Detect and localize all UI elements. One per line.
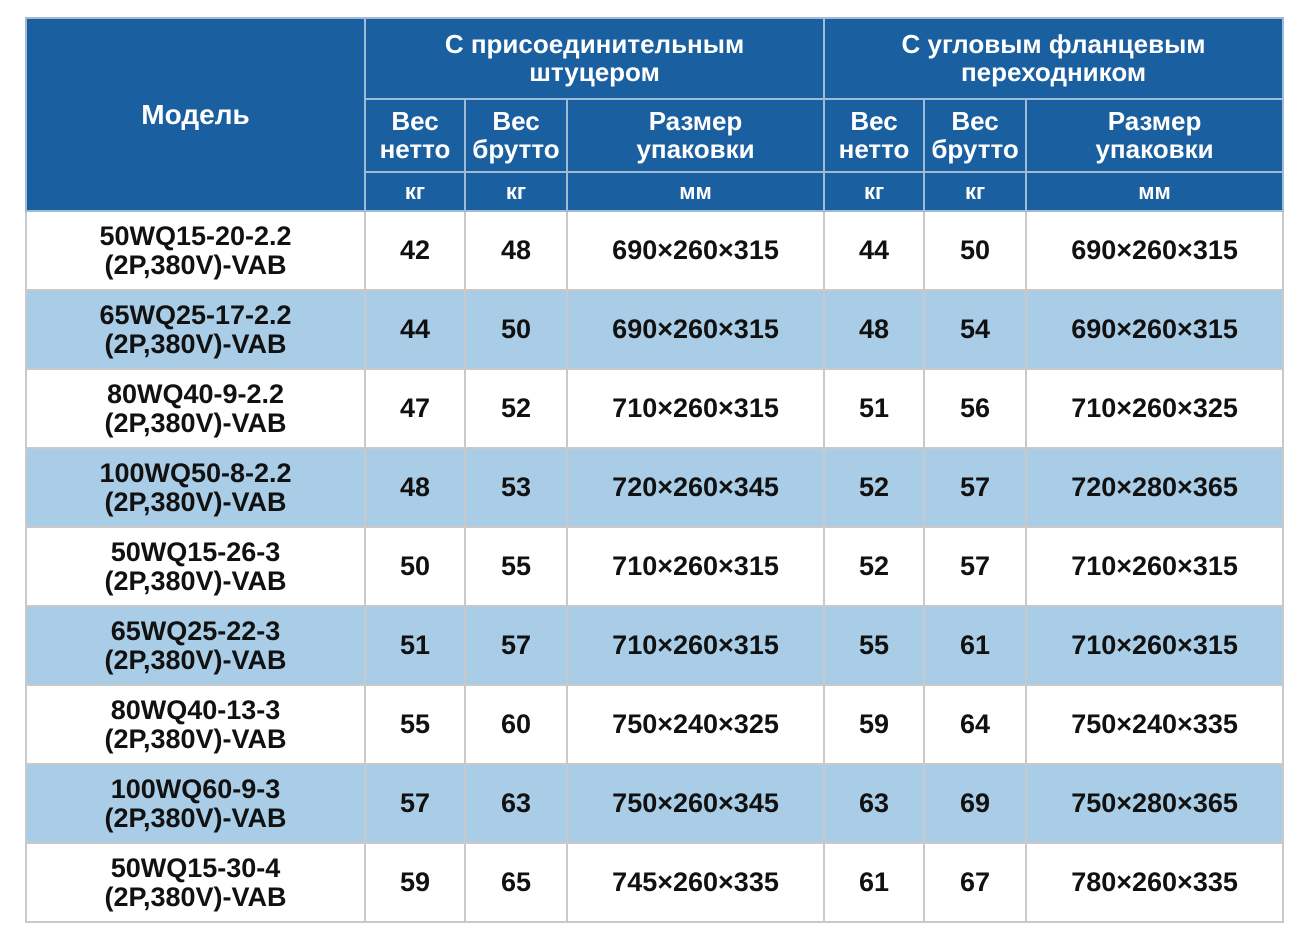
model-line: (2P,380V)-VAB (104, 328, 287, 359)
net-weight-2-cell: 52 (824, 527, 924, 606)
net-weight-2-cell: 63 (824, 764, 924, 843)
gross-weight-2-cell: 57 (924, 527, 1026, 606)
gross-weight-1-cell: 60 (465, 685, 567, 764)
group-header-flange-line1: С угловым фланцевым (901, 29, 1206, 60)
table-row (26, 290, 1283, 369)
net-weight-1-cell: 44 (365, 290, 465, 369)
unit-kg-net-1: кг (365, 172, 465, 211)
model-line: (2P,380V)-VAB (104, 644, 287, 675)
gross-weight-2-cell: 64 (924, 685, 1026, 764)
gross-weight-2-cell: 69 (924, 764, 1026, 843)
group-header-flange-line2: переходником (960, 56, 1147, 87)
package-size-2-cell: 710×260×315 (1026, 527, 1283, 606)
group-header-fitting (365, 18, 824, 99)
model-line: (2P,380V)-VAB (104, 723, 287, 754)
group-header-fitting-line1: С присоединительным (444, 29, 745, 60)
package-size-1-cell: 750×240×325 (567, 685, 824, 764)
model-line: 65WQ25-17-2.2 (99, 300, 292, 331)
net-weight-1-cell: 55 (365, 685, 465, 764)
unit-mm-size-2: мм (1026, 172, 1283, 211)
table-row (26, 211, 1283, 290)
net-weight-header-1: Вес нетто (365, 99, 465, 172)
model-cell (26, 843, 365, 922)
gross-weight-1-cell: 55 (465, 527, 567, 606)
gross-weight-1-cell: 63 (465, 764, 567, 843)
table-row (26, 448, 1283, 527)
net-weight-2-cell: 55 (824, 606, 924, 685)
package-size-2-cell: 710×260×315 (1026, 606, 1283, 685)
group-header-fitting-line2: штуцером (529, 56, 660, 87)
model-line: 65WQ25-22-3 (110, 616, 281, 647)
model-cell (26, 448, 365, 527)
package-size-2-cell: 750×280×365 (1026, 764, 1283, 843)
package-size-2-cell: 690×260×315 (1026, 211, 1283, 290)
model-line: (2P,380V)-VAB (104, 881, 287, 912)
table-row (26, 843, 1283, 922)
model-cell (26, 211, 365, 290)
net-weight-2-cell: 48 (824, 290, 924, 369)
package-size-1-cell: 745×260×335 (567, 843, 824, 922)
gross-weight-1-cell: 57 (465, 606, 567, 685)
model-cell (26, 606, 365, 685)
gross-weight-2-cell: 56 (924, 369, 1026, 448)
model-line: (2P,380V)-VAB (104, 407, 287, 438)
package-size-header-1: Размер упаковки (567, 99, 824, 172)
package-size-1-cell: 710×260×315 (567, 606, 824, 685)
model-line: 50WQ15-30-4 (110, 853, 281, 884)
net-weight-2-cell: 61 (824, 843, 924, 922)
net-weight-2-cell: 51 (824, 369, 924, 448)
unit-kg-gross-2: кг (924, 172, 1026, 211)
net-weight-1-cell: 48 (365, 448, 465, 527)
model-cell (26, 369, 365, 448)
gross-weight-1-cell: 53 (465, 448, 567, 527)
model-line: 100WQ60-9-3 (110, 774, 281, 805)
net-weight-1-cell: 51 (365, 606, 465, 685)
gross-weight-2-cell: 50 (924, 211, 1026, 290)
net-weight-1-cell: 57 (365, 764, 465, 843)
gross-weight-2-cell: 67 (924, 843, 1026, 922)
model-line: 50WQ15-20-2.2 (99, 221, 292, 252)
model-cell (26, 527, 365, 606)
table-row (26, 606, 1283, 685)
package-size-1-cell: 720×260×345 (567, 448, 824, 527)
model-column-header: Модель (26, 18, 365, 211)
model-cell (26, 290, 365, 369)
net-weight-1-cell: 47 (365, 369, 465, 448)
gross-weight-1-cell: 65 (465, 843, 567, 922)
unit-kg-gross-1: кг (465, 172, 567, 211)
package-size-1-cell: 710×260×315 (567, 527, 824, 606)
net-weight-1-cell: 50 (365, 527, 465, 606)
net-weight-1-cell: 42 (365, 211, 465, 290)
unit-kg-net-2: кг (824, 172, 924, 211)
gross-weight-1-cell: 50 (465, 290, 567, 369)
model-line: (2P,380V)-VAB (104, 249, 287, 280)
gross-weight-1-cell: 48 (465, 211, 567, 290)
model-line: (2P,380V)-VAB (104, 802, 287, 833)
table-row (26, 764, 1283, 843)
model-line: (2P,380V)-VAB (104, 486, 287, 517)
table-row (26, 685, 1283, 764)
package-size-2-cell: 780×260×335 (1026, 843, 1283, 922)
model-cell (26, 685, 365, 764)
net-weight-2-cell: 44 (824, 211, 924, 290)
unit-mm-size-1: мм (567, 172, 824, 211)
package-size-1-cell: 710×260×315 (567, 369, 824, 448)
table-body (26, 211, 1283, 922)
gross-weight-2-cell: 54 (924, 290, 1026, 369)
weight-package-table (25, 17, 1284, 923)
net-weight-2-cell: 52 (824, 448, 924, 527)
package-size-1-cell: 690×260×315 (567, 290, 824, 369)
package-size-2-cell: 710×260×325 (1026, 369, 1283, 448)
header-row-groups (26, 18, 1283, 99)
gross-weight-header-1: Вес брутто (465, 99, 567, 172)
model-line: 100WQ50-8-2.2 (99, 458, 292, 489)
package-size-2-cell: 720×280×365 (1026, 448, 1283, 527)
table-row (26, 527, 1283, 606)
model-line: 50WQ15-26-3 (110, 537, 281, 568)
net-weight-header-2: Вес нетто (824, 99, 924, 172)
net-weight-1-cell: 59 (365, 843, 465, 922)
model-line: 80WQ40-9-2.2 (106, 379, 285, 410)
package-size-header-2: Размер упаковки (1026, 99, 1283, 172)
gross-weight-header-2: Вес брутто (924, 99, 1026, 172)
gross-weight-2-cell: 61 (924, 606, 1026, 685)
package-size-2-cell: 690×260×315 (1026, 290, 1283, 369)
model-line: 80WQ40-13-3 (110, 695, 281, 726)
table-row (26, 369, 1283, 448)
net-weight-2-cell: 59 (824, 685, 924, 764)
package-size-1-cell: 690×260×315 (567, 211, 824, 290)
package-size-2-cell: 750×240×335 (1026, 685, 1283, 764)
gross-weight-2-cell: 57 (924, 448, 1026, 527)
package-size-1-cell: 750×260×345 (567, 764, 824, 843)
model-line: (2P,380V)-VAB (104, 565, 287, 596)
gross-weight-1-cell: 52 (465, 369, 567, 448)
model-cell (26, 764, 365, 843)
spec-table-container (25, 17, 1282, 923)
group-header-flange (824, 18, 1283, 99)
